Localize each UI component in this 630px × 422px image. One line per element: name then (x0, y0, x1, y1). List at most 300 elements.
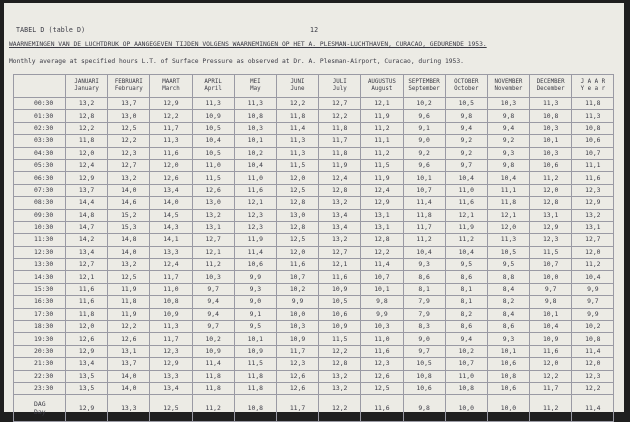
pressure-value-cell: 10,2 (276, 283, 318, 295)
pressure-value-cell: 12,8 (276, 221, 318, 233)
pressure-value-cell: 11,3 (530, 98, 572, 110)
pressure-value-cell: 12,2 (319, 110, 361, 122)
table-row (14, 184, 614, 196)
pressure-value-cell: 10,6 (530, 159, 572, 171)
pressure-value-cell: 12,7 (66, 259, 108, 271)
pressure-value-cell: 11,8 (192, 370, 234, 382)
pressure-value-cell: 12,6 (66, 333, 108, 345)
hour-cell: 09:30 (14, 209, 66, 221)
pressure-value-cell: 9,4 (192, 308, 234, 320)
pressure-value-cell: 11,2 (403, 234, 445, 246)
pressure-value-cell: 10,6 (572, 135, 614, 147)
table-row (14, 159, 614, 171)
table-row (14, 98, 614, 110)
table-row (14, 246, 614, 258)
pressure-value-cell: 12,1 (192, 246, 234, 258)
document-page (4, 3, 624, 417)
table-row (14, 283, 614, 295)
pressure-value-cell: 12,9 (150, 98, 192, 110)
pressure-value-cell: 10,8 (530, 110, 572, 122)
pressure-value-cell: 14,3 (150, 221, 192, 233)
pressure-value-cell: 12,6 (361, 370, 403, 382)
daily-mean-value-cell: 12,2 (319, 395, 361, 422)
table-row (14, 209, 614, 221)
pressure-value-cell: 12,0 (276, 246, 318, 258)
pressure-value-cell: 7,9 (403, 308, 445, 320)
pressure-value-cell: 7,9 (403, 296, 445, 308)
pressure-value-cell: 12,2 (108, 321, 150, 333)
pressure-value-cell: 12,5 (276, 234, 318, 246)
pressure-value-cell: 9,0 (234, 296, 276, 308)
pressure-value-cell: 10,8 (445, 382, 487, 394)
pressure-value-cell: 12,2 (572, 382, 614, 394)
pressure-value-cell: 10,3 (361, 321, 403, 333)
pressure-value-cell: 12,4 (361, 184, 403, 196)
pressure-value-cell: 12,1 (445, 209, 487, 221)
month-name-nl: DECEMBER (536, 78, 565, 85)
pressure-value-cell: 8,3 (403, 321, 445, 333)
pressure-value-cell: 8,8 (487, 271, 529, 283)
pressure-value-cell: 13,4 (66, 246, 108, 258)
pressure-value-cell: 9,2 (487, 135, 529, 147)
pressure-value-cell: 10,5 (403, 358, 445, 370)
hour-cell: 06:30 (14, 172, 66, 184)
pressure-value-cell: 10,6 (234, 259, 276, 271)
pressure-value-cell: 12,8 (276, 197, 318, 209)
pressure-value-cell: 11,3 (234, 98, 276, 110)
pressure-value-cell: 12,0 (572, 358, 614, 370)
pressure-value-cell: 10,4 (403, 246, 445, 258)
pressure-value-cell: 11,5 (319, 333, 361, 345)
daily-mean-row (14, 395, 614, 422)
pressure-value-cell: 10,4 (445, 172, 487, 184)
pressure-value-cell: 12,9 (150, 358, 192, 370)
table-row (14, 147, 614, 159)
daily-mean-value-cell: 12,9 (66, 395, 108, 422)
month-header-cell (445, 75, 487, 98)
pressure-value-cell: 11,3 (150, 321, 192, 333)
pressure-value-cell: 8,2 (445, 308, 487, 320)
month-header-cell (530, 75, 572, 98)
table-row (14, 333, 614, 345)
pressure-value-cell: 9,8 (361, 296, 403, 308)
pressure-value-cell: 11,8 (192, 382, 234, 394)
pressure-value-cell: 11,0 (445, 184, 487, 196)
pressure-value-cell: 11,8 (403, 209, 445, 221)
pressure-value-cell: 10,7 (361, 271, 403, 283)
pressure-value-cell: 14,0 (150, 197, 192, 209)
pressure-value-cell: 15,3 (108, 221, 150, 233)
pressure-value-cell: 14,2 (66, 234, 108, 246)
hour-cell: 01:30 (14, 110, 66, 122)
pressure-value-cell: 10,1 (530, 308, 572, 320)
pressure-value-cell: 12,2 (319, 345, 361, 357)
pressure-value-cell: 14,0 (108, 184, 150, 196)
pressure-value-cell: 11,9 (361, 110, 403, 122)
hour-cell: 08:30 (14, 197, 66, 209)
pressure-value-cell: 12,0 (572, 246, 614, 258)
month-header-cell (572, 75, 614, 98)
month-header-cell (319, 75, 361, 98)
month-name-en: May (250, 86, 261, 92)
pressure-value-cell: 12,0 (66, 321, 108, 333)
pressure-value-cell: 10,4 (234, 159, 276, 171)
pressure-value-cell: 10,7 (445, 358, 487, 370)
hour-cell: 15:30 (14, 283, 66, 295)
pressure-value-cell: 10,4 (572, 271, 614, 283)
pressure-value-cell: 12,3 (530, 234, 572, 246)
pressure-value-cell: 11,6 (150, 147, 192, 159)
pressure-value-cell: 9,7 (192, 321, 234, 333)
pressure-value-cell: 13,0 (108, 110, 150, 122)
pressure-value-cell: 13,4 (150, 382, 192, 394)
pressure-value-cell: 11,4 (192, 358, 234, 370)
pressure-value-cell: 13,1 (361, 221, 403, 233)
month-name-en: July (332, 86, 347, 92)
page-number: 12 (310, 26, 319, 34)
pressure-value-cell: 12,3 (234, 209, 276, 221)
table-row (14, 135, 614, 147)
pressure-value-cell: 11,0 (234, 172, 276, 184)
pressure-value-cell: 13,2 (108, 259, 150, 271)
pressure-value-cell: 10,9 (192, 110, 234, 122)
pressure-value-cell: 12,8 (530, 197, 572, 209)
pressure-value-cell: 9,5 (487, 259, 529, 271)
pressure-value-cell: 8,2 (487, 296, 529, 308)
pressure-value-cell: 12,1 (361, 98, 403, 110)
pressure-value-cell: 10,1 (530, 135, 572, 147)
pressure-value-cell: 11,7 (150, 271, 192, 283)
pressure-value-cell: 9,2 (403, 147, 445, 159)
pressure-value-cell: 11,8 (319, 122, 361, 134)
pressure-value-cell: 14,8 (108, 234, 150, 246)
hour-cell: 14:30 (14, 271, 66, 283)
month-name-en: January (74, 86, 99, 92)
pressure-value-cell: 10,3 (192, 271, 234, 283)
pressure-value-cell: 11,5 (192, 172, 234, 184)
pressure-value-cell: 14,1 (150, 234, 192, 246)
pressure-value-cell: 11,5 (276, 159, 318, 171)
pressure-value-cell: 11,6 (530, 345, 572, 357)
pressure-value-cell: 12,9 (66, 345, 108, 357)
hour-cell: 13:30 (14, 259, 66, 271)
daily-mean-value-cell: 11,6 (361, 395, 403, 422)
pressure-value-cell: 9,7 (403, 345, 445, 357)
title-dutch: WAARNEMINGEN VAN DE LUCHTDRUK OP AANGEGEVEN TIJDEN VOLGENS WAARNEMINGEN OP HET A. PLESMAN-LUCHTHAVEN, CURACAO, GEDURENDE 1953. (9, 41, 487, 48)
table-row (14, 271, 614, 283)
pressure-value-cell: 9,2 (445, 135, 487, 147)
pressure-value-cell: 12,2 (276, 98, 318, 110)
pressure-value-cell: 9,5 (445, 259, 487, 271)
table-label: TABEL D (table D) (16, 26, 86, 34)
pressure-value-cell: 10,5 (319, 296, 361, 308)
pressure-value-cell: 11,7 (150, 122, 192, 134)
pressure-value-cell: 10,5 (445, 98, 487, 110)
month-name-nl: APRIL (204, 78, 222, 85)
pressure-value-cell: 13,2 (319, 370, 361, 382)
pressure-value-cell: 10,1 (403, 172, 445, 184)
pressure-value-cell: 11,8 (234, 382, 276, 394)
pressure-value-cell: 12,4 (66, 159, 108, 171)
pressure-value-cell: 11,6 (276, 259, 318, 271)
pressure-value-cell: 9,7 (530, 283, 572, 295)
pressure-value-cell: 11,0 (445, 370, 487, 382)
pressure-value-cell: 10,4 (530, 321, 572, 333)
pressure-value-cell: 10,9 (319, 283, 361, 295)
daily-mean-value-cell: 11,2 (192, 395, 234, 422)
pressure-value-cell: 13,3 (150, 246, 192, 258)
month-name-en: Y e a r (580, 86, 606, 92)
hour-cell: 19:30 (14, 333, 66, 345)
pressure-value-cell: 10,7 (572, 147, 614, 159)
pressure-table (13, 74, 614, 422)
pressure-value-cell: 8,4 (487, 308, 529, 320)
pressure-value-cell: 10,8 (403, 370, 445, 382)
pressure-value-cell: 10,3 (530, 147, 572, 159)
pressure-value-cell: 10,0 (276, 308, 318, 320)
pressure-value-cell: 14,0 (108, 370, 150, 382)
pressure-value-cell: 11,4 (361, 259, 403, 271)
pressure-value-cell: 12,6 (150, 172, 192, 184)
pressure-value-cell: 10,3 (234, 122, 276, 134)
hour-cell: 02:30 (14, 122, 66, 134)
month-name-en: February (114, 86, 143, 92)
pressure-value-cell: 12,6 (192, 184, 234, 196)
pressure-value-cell: 14,4 (66, 197, 108, 209)
table-row (14, 122, 614, 134)
pressure-value-cell: 12,2 (150, 110, 192, 122)
pressure-value-cell: 11,8 (66, 135, 108, 147)
pressure-value-cell: 12,2 (108, 135, 150, 147)
month-name-en: November (494, 86, 523, 92)
pressure-value-cell: 11,2 (361, 147, 403, 159)
pressure-value-cell: 9,4 (445, 122, 487, 134)
hour-header-cell (14, 75, 66, 98)
pressure-value-cell: 11,4 (276, 122, 318, 134)
daily-mean-value-cell: 12,5 (150, 395, 192, 422)
pressure-value-cell: 11,7 (403, 221, 445, 233)
pressure-value-cell: 11,3 (276, 147, 318, 159)
pressure-value-cell: 12,7 (319, 246, 361, 258)
pressure-value-cell: 9,0 (403, 333, 445, 345)
pressure-value-cell: 11,0 (150, 283, 192, 295)
pressure-value-cell: 8,6 (445, 271, 487, 283)
pressure-value-cell: 9,7 (572, 296, 614, 308)
hour-cell: 04:30 (14, 147, 66, 159)
pressure-value-cell: 13,2 (319, 197, 361, 209)
daily-mean-value-cell: 11,4 (572, 395, 614, 422)
month-name-en: September (408, 86, 440, 92)
pressure-value-cell: 10,2 (572, 321, 614, 333)
table-row (14, 234, 614, 246)
pressure-value-cell: 12,0 (276, 172, 318, 184)
pressure-value-cell: 9,4 (445, 333, 487, 345)
pressure-value-cell: 12,7 (572, 234, 614, 246)
month-name-en: April (204, 86, 222, 92)
pressure-value-cell: 11,7 (150, 333, 192, 345)
pressure-value-cell: 9,9 (276, 296, 318, 308)
pressure-value-cell: 10,5 (487, 246, 529, 258)
pressure-value-cell: 13,2 (572, 209, 614, 221)
pressure-value-cell: 9,3 (403, 259, 445, 271)
pressure-value-cell: 9,7 (445, 159, 487, 171)
pressure-value-cell: 9,2 (445, 147, 487, 159)
pressure-value-cell: 8,1 (445, 296, 487, 308)
pressure-value-cell: 9,3 (487, 147, 529, 159)
hour-cell: 10:30 (14, 221, 66, 233)
pressure-value-cell: 12,9 (66, 172, 108, 184)
pressure-value-cell: 11,3 (572, 110, 614, 122)
pressure-value-cell: 10,4 (445, 246, 487, 258)
daily-mean-label-nl: DAG (34, 400, 46, 409)
month-name-nl: MAART (162, 78, 180, 85)
pressure-value-cell: 12,4 (150, 259, 192, 271)
month-name-nl: J A A R (580, 78, 606, 85)
pressure-value-cell: 11,8 (108, 296, 150, 308)
month-name-en: June (290, 86, 305, 92)
pressure-value-cell: 11,6 (66, 283, 108, 295)
pressure-value-cell: 12,3 (361, 358, 403, 370)
month-name-nl: FEBRUARI (114, 78, 143, 85)
pressure-value-cell: 10,4 (192, 135, 234, 147)
pressure-value-cell: 10,2 (445, 345, 487, 357)
month-name-en: August (371, 86, 393, 92)
table-row (14, 321, 614, 333)
month-header-cell (66, 75, 108, 98)
pressure-value-cell: 9,3 (234, 283, 276, 295)
pressure-value-cell: 11,9 (234, 234, 276, 246)
pressure-value-cell: 9,7 (192, 283, 234, 295)
pressure-value-cell: 9,8 (487, 110, 529, 122)
month-name-nl: AUGUSTUS (367, 78, 396, 85)
pressure-value-cell: 10,8 (234, 110, 276, 122)
pressure-value-cell: 10,9 (530, 333, 572, 345)
pressure-value-cell: 13,0 (192, 197, 234, 209)
pressure-value-cell: 11,6 (234, 184, 276, 196)
pressure-value-cell: 8,4 (487, 283, 529, 295)
pressure-value-cell: 10,2 (234, 147, 276, 159)
pressure-value-cell: 10,1 (487, 345, 529, 357)
hour-cell: 18:30 (14, 321, 66, 333)
pressure-value-cell: 13,2 (319, 382, 361, 394)
pressure-value-cell: 13,7 (66, 184, 108, 196)
month-name-nl: OCTOBER (454, 78, 479, 85)
pressure-value-cell: 12,9 (530, 221, 572, 233)
hour-cell: 11:30 (14, 234, 66, 246)
pressure-value-cell: 11,7 (276, 345, 318, 357)
pressure-value-cell: 11,3 (150, 135, 192, 147)
pressure-value-cell: 11,5 (234, 358, 276, 370)
month-name-en: March (162, 86, 180, 92)
hour-cell: 16:30 (14, 296, 66, 308)
pressure-value-cell: 12,2 (530, 370, 572, 382)
pressure-value-cell: 13,1 (108, 345, 150, 357)
pressure-value-cell: 9,9 (572, 283, 614, 295)
pressure-value-cell: 10,7 (276, 271, 318, 283)
pressure-value-cell: 11,0 (192, 159, 234, 171)
daily-mean-value-cell: 11,7 (276, 395, 318, 422)
pressure-value-cell: 12,8 (66, 110, 108, 122)
hour-cell: 20:30 (14, 345, 66, 357)
pressure-value-cell: 12,2 (361, 246, 403, 258)
pressure-value-cell: 8,6 (403, 271, 445, 283)
pressure-value-cell: 11,6 (361, 345, 403, 357)
pressure-value-cell: 10,3 (276, 321, 318, 333)
pressure-value-cell: 11,6 (445, 197, 487, 209)
pressure-value-cell: 11,4 (234, 246, 276, 258)
pressure-value-cell: 14,0 (108, 382, 150, 394)
daily-mean-value-cell: 9,8 (403, 395, 445, 422)
pressure-value-cell: 11,1 (487, 184, 529, 196)
pressure-value-cell: 10,1 (361, 283, 403, 295)
pressure-value-cell: 12,5 (108, 122, 150, 134)
pressure-value-cell: 13,7 (108, 358, 150, 370)
pressure-value-cell: 12,9 (572, 197, 614, 209)
pressure-value-cell: 10,6 (319, 308, 361, 320)
table-row (14, 370, 614, 382)
pressure-value-cell: 11,8 (276, 110, 318, 122)
pressure-value-cell: 13,2 (192, 209, 234, 221)
pressure-value-cell: 12,0 (530, 184, 572, 196)
month-name-nl: JULI (332, 78, 347, 85)
pressure-value-cell: 12,0 (66, 147, 108, 159)
pressure-value-cell: 10,9 (192, 345, 234, 357)
pressure-value-cell: 9,1 (234, 308, 276, 320)
pressure-value-cell: 13,3 (150, 370, 192, 382)
pressure-value-cell: 14,0 (108, 246, 150, 258)
pressure-value-cell: 12,1 (66, 271, 108, 283)
hour-cell: 12:30 (14, 246, 66, 258)
month-name-nl: SEPTEMBER (408, 78, 440, 85)
daily-mean-value-cell: 11,2 (530, 395, 572, 422)
table-row (14, 382, 614, 394)
pressure-value-cell: 13,2 (66, 98, 108, 110)
table-row (14, 110, 614, 122)
pressure-value-cell: 9,8 (530, 296, 572, 308)
pressure-value-cell: 12,7 (192, 234, 234, 246)
pressure-value-cell: 11,9 (108, 283, 150, 295)
pressure-value-cell: 13,4 (66, 358, 108, 370)
daily-mean-label-en: Day (34, 408, 46, 417)
pressure-value-cell: 11,5 (530, 246, 572, 258)
pressure-value-cell: 12,0 (530, 358, 572, 370)
pressure-value-cell: 15,2 (108, 209, 150, 221)
pressure-value-cell: 11,1 (572, 159, 614, 171)
pressure-value-cell: 12,6 (276, 370, 318, 382)
pressure-value-cell: 10,8 (150, 296, 192, 308)
pressure-value-cell: 10,2 (192, 333, 234, 345)
hour-cell: 21:30 (14, 358, 66, 370)
pressure-value-cell: 12,1 (319, 259, 361, 271)
pressure-value-cell: 11,8 (572, 98, 614, 110)
pressure-value-cell: 12,5 (361, 382, 403, 394)
pressure-value-cell: 10,7 (403, 184, 445, 196)
pressure-value-cell: 10,1 (234, 135, 276, 147)
table-row (14, 345, 614, 357)
hour-cell: 03:30 (14, 135, 66, 147)
pressure-value-cell: 14,8 (66, 209, 108, 221)
pressure-value-cell: 10,3 (487, 98, 529, 110)
pressure-value-cell: 13,4 (319, 209, 361, 221)
month-header-cell (108, 75, 150, 98)
hour-cell: 22:30 (14, 370, 66, 382)
pressure-value-cell: 11,8 (319, 147, 361, 159)
pressure-value-cell: 10,9 (234, 345, 276, 357)
month-name-nl: JANUARI (74, 78, 99, 85)
table-row (14, 197, 614, 209)
pressure-value-cell: 10,3 (530, 122, 572, 134)
pressure-value-cell: 12,3 (150, 345, 192, 357)
